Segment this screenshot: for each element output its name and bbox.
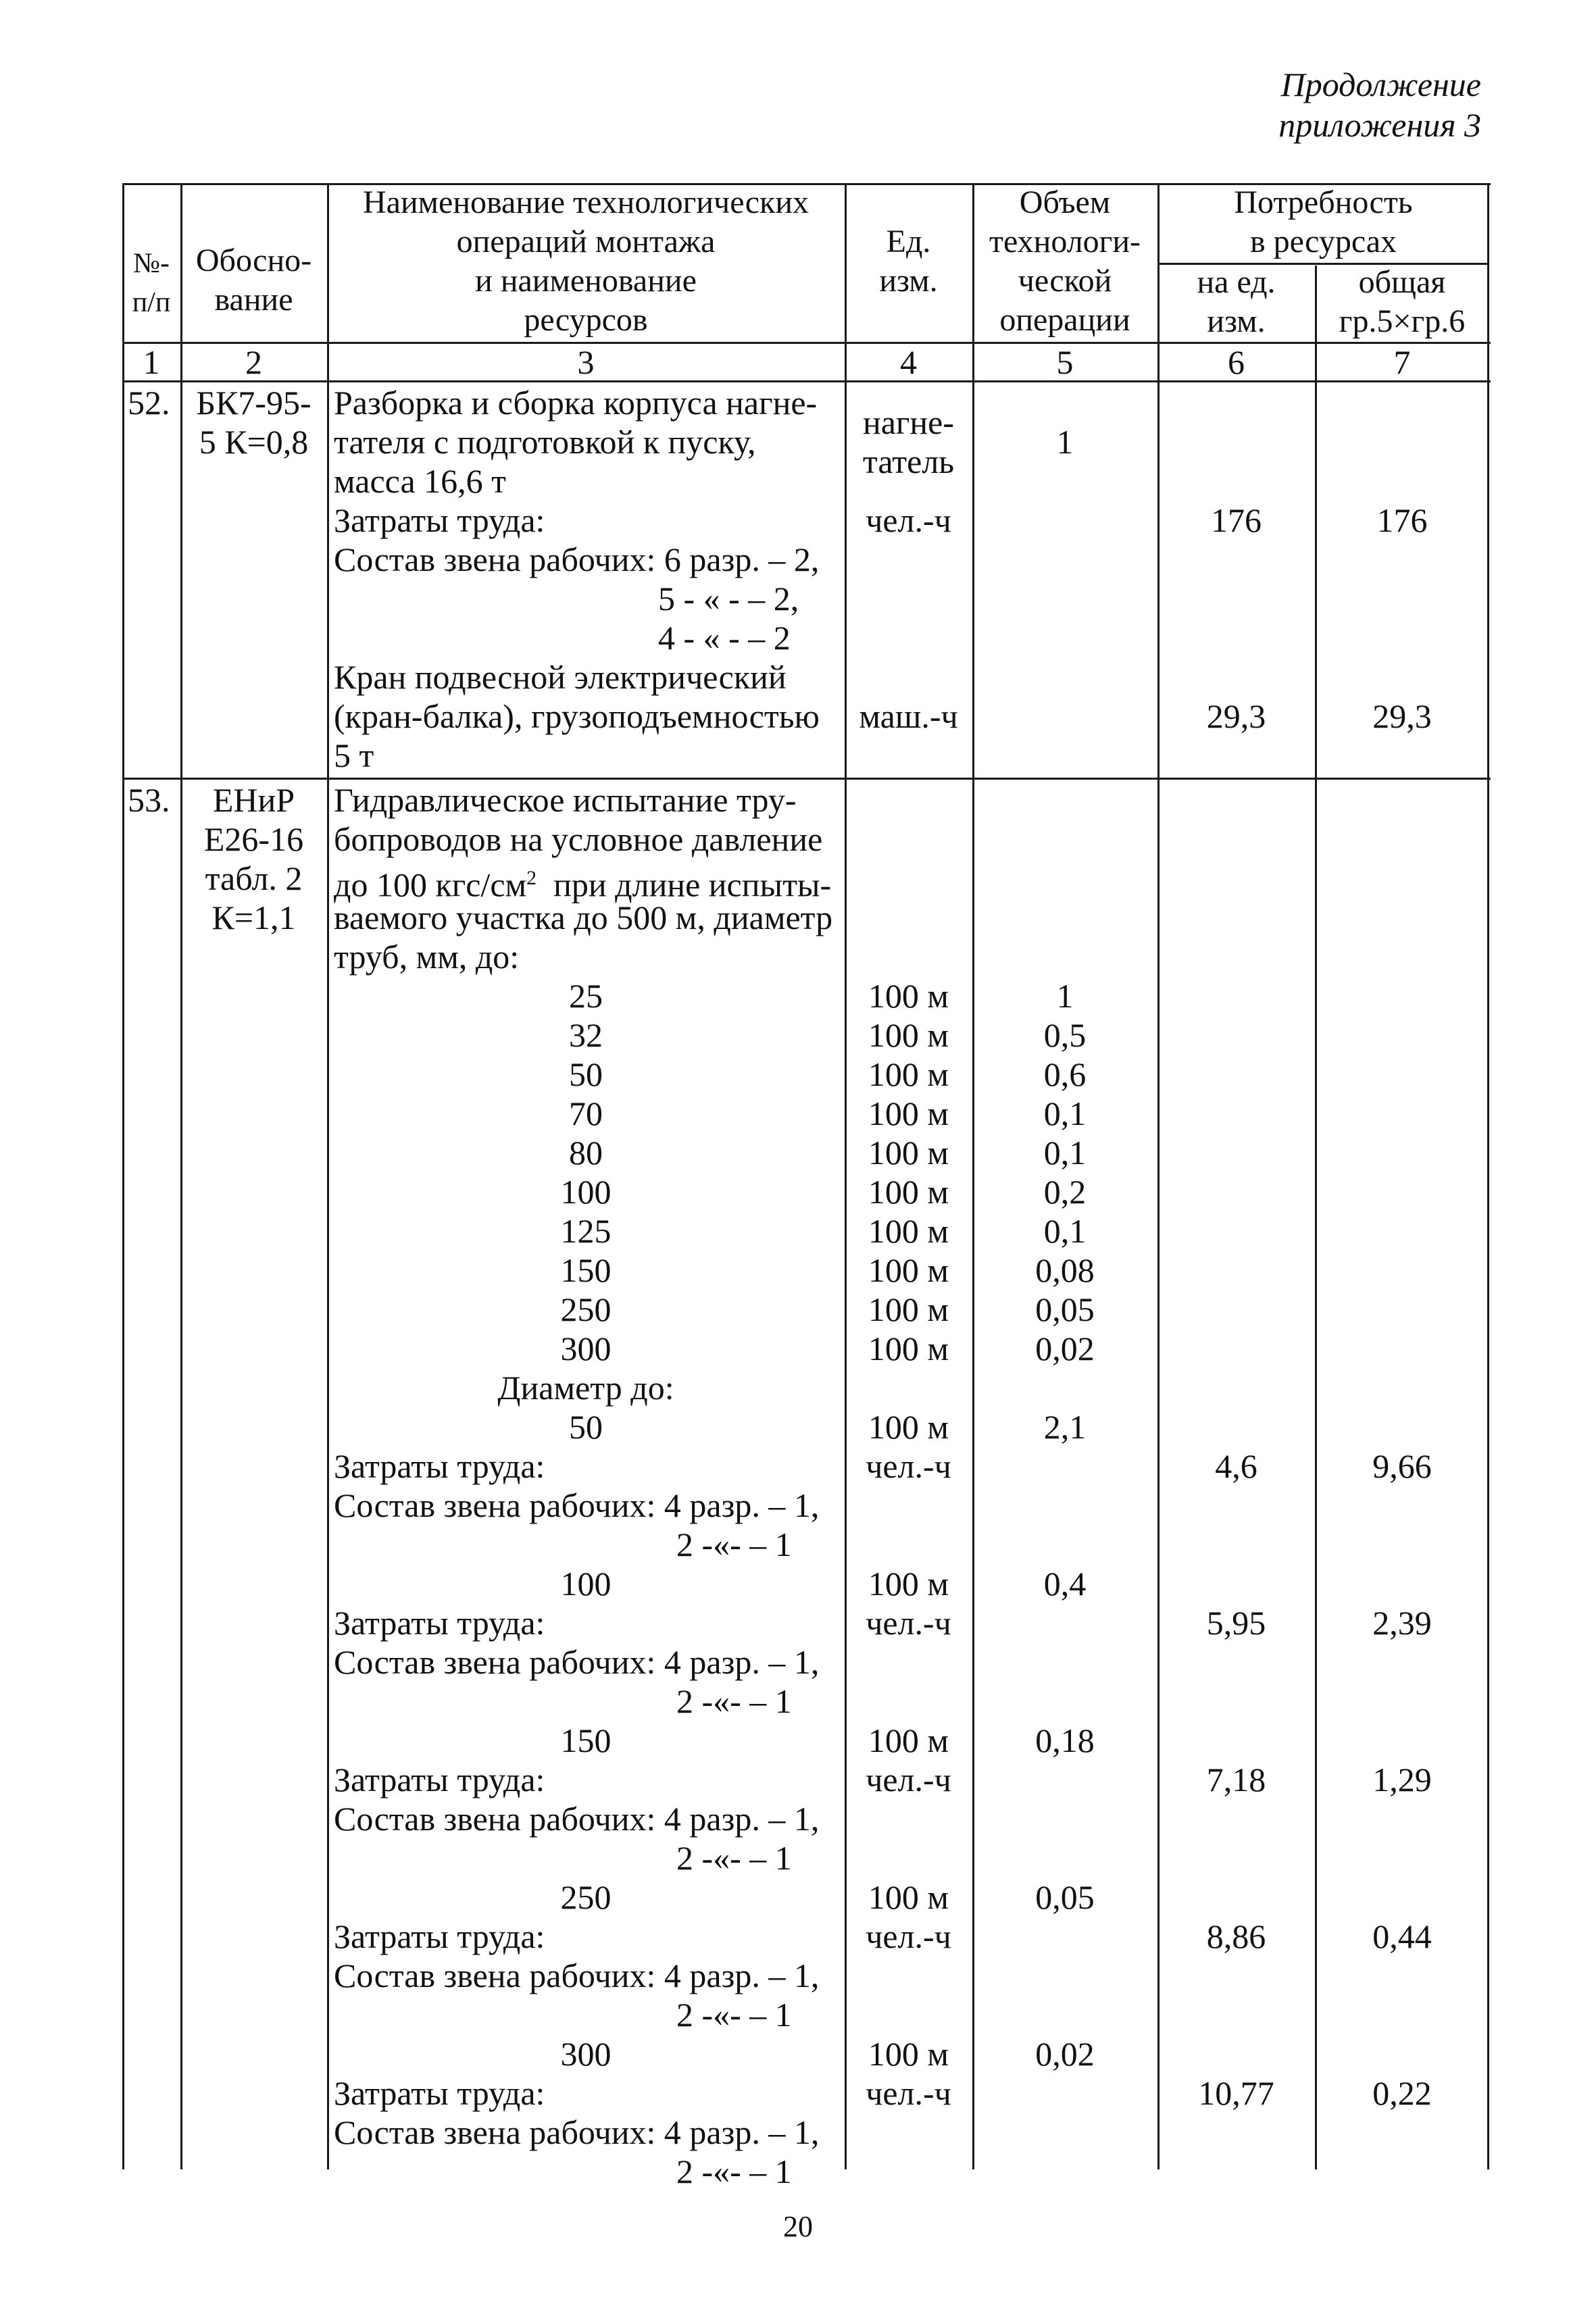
diameter-value: 150 xyxy=(560,1251,612,1289)
header-name-4: ресурсов xyxy=(524,302,648,338)
group-labor-unit: чел.-ч xyxy=(866,1447,951,1485)
group-volume: 0,02 xyxy=(1035,2035,1095,2073)
group-labor-unit: чел.-ч xyxy=(866,1761,951,1799)
diameter-unit: 100 м xyxy=(868,1016,949,1054)
header-name-3: и наименование xyxy=(475,263,697,299)
group-crew-label: Состав звена рабочих: 4 разр. – 1, xyxy=(334,1486,820,1524)
group-diameter: 250 xyxy=(560,1878,612,1916)
diameter-unit: 100 м xyxy=(868,1055,949,1093)
diameter-volume: 0,5 xyxy=(1043,1016,1087,1054)
header-total-1: общая xyxy=(1358,264,1446,300)
header-total-2: гр.5×гр.6 xyxy=(1339,303,1466,339)
diameter-volume: 0,1 xyxy=(1043,1134,1087,1172)
row52-labor-total: 176 xyxy=(1376,501,1428,539)
diameter-value: 300 xyxy=(560,1330,612,1367)
diameter-unit: 100 м xyxy=(868,1212,949,1250)
row52-unit-1: нагне- xyxy=(862,403,955,441)
group-unit: 100 м xyxy=(868,1721,949,1759)
page-number: 20 xyxy=(783,2210,813,2243)
row52-crane-unit: маш.-ч xyxy=(859,697,958,735)
diameter-label: Диаметр до: xyxy=(497,1369,674,1407)
diameter-value: 100 xyxy=(560,1173,612,1211)
header-per-unit-2: изм. xyxy=(1207,303,1266,339)
continuation-line-1: Продолжение xyxy=(1280,66,1481,103)
group-labor-unit: чел.-ч xyxy=(866,2074,951,2112)
group-crew-label: Состав звена рабочих: 4 разр. – 1, xyxy=(334,1957,820,1994)
group-labor-label: Затраты труда: xyxy=(334,1604,545,1642)
header-volume-1: Объем xyxy=(1019,184,1111,220)
row52-unit-2: татель xyxy=(862,443,955,480)
group-labor-label: Затраты труда: xyxy=(334,2074,545,2112)
group-per-unit: 5,95 xyxy=(1206,1604,1266,1642)
header-unit-1: Ед. xyxy=(886,224,931,259)
col-number-2: 2 xyxy=(245,343,262,381)
row52-labor-unit: чел.-ч xyxy=(866,501,951,539)
header-num-2: п/п xyxy=(132,287,171,318)
row53-name-sup: 2 xyxy=(526,867,537,889)
diameter-value: 25 xyxy=(569,977,603,1015)
continuation-line-2: приложения 3 xyxy=(1278,106,1481,144)
group-unit: 100 м xyxy=(868,1878,949,1916)
header-basis-2: вание xyxy=(214,282,293,318)
group-crew-line: 2 -«- – 1 xyxy=(676,1839,792,1877)
row53-name-6: труб, мм, до: xyxy=(334,938,520,976)
row52-labor-label: Затраты труда: xyxy=(334,501,545,539)
col-number-3: 3 xyxy=(577,343,595,381)
diameter-volume: 0,1 xyxy=(1043,1212,1087,1250)
diameter-value: 125 xyxy=(560,1212,612,1250)
row52-volume: 1 xyxy=(1056,423,1074,461)
group-crew-label: Состав звена рабочих: 4 разр. – 1, xyxy=(334,2113,820,2151)
group-crew-line: 2 -«- – 1 xyxy=(676,1526,792,1563)
row52-crew-2: 5 - « - – 2, xyxy=(658,580,799,618)
col-number-7: 7 xyxy=(1393,343,1411,381)
group-per-unit: 10,77 xyxy=(1198,2074,1274,2112)
group-per-unit: 7,18 xyxy=(1206,1761,1266,1799)
row52-name-1: Разборка и сборка корпуса нагне- xyxy=(334,384,818,422)
row53-name-5: ваемого участка до 500 м, диаметр xyxy=(334,899,833,936)
group-labor-unit: чел.-ч xyxy=(866,1604,951,1642)
group-labor-unit: чел.-ч xyxy=(866,1917,951,1955)
group-labor-label: Затраты труда: xyxy=(334,1917,545,1955)
diameter-value: 250 xyxy=(560,1290,612,1328)
group-labor-label: Затраты труда: xyxy=(334,1761,545,1799)
row52-crane-2: (кран-балка), грузоподъемностью xyxy=(334,697,820,735)
group-crew-line: 2 -«- – 1 xyxy=(676,2153,792,2190)
diameter-unit: 100 м xyxy=(868,1330,949,1367)
row52-basis-2: 5 К=0,8 xyxy=(199,423,309,461)
header-resources-2: в ресурсах xyxy=(1249,224,1397,259)
diameter-volume: 0,08 xyxy=(1035,1251,1095,1289)
row52-crane-total: 29,3 xyxy=(1372,697,1432,735)
group-diameter: 300 xyxy=(560,2035,612,2073)
row53-name-1: Гидравлическое испытание тру- xyxy=(334,781,797,819)
group-unit: 100 м xyxy=(868,1408,949,1446)
group-total: 0,44 xyxy=(1372,1917,1432,1955)
diameter-unit: 100 м xyxy=(868,1134,949,1172)
diameter-unit: 100 м xyxy=(868,1173,949,1211)
row52-name-3: масса 16,6 т xyxy=(334,462,507,500)
group-per-unit: 8,86 xyxy=(1206,1917,1266,1955)
group-unit: 100 м xyxy=(868,1565,949,1603)
diameter-value: 50 xyxy=(569,1055,603,1093)
group-crew-line: 2 -«- – 1 xyxy=(676,1682,792,1720)
row52-labor-per-unit: 176 xyxy=(1211,501,1262,539)
diameter-unit: 100 м xyxy=(868,1251,949,1289)
row53-number: 53. xyxy=(128,781,170,819)
header-per-unit-1: на ед. xyxy=(1197,264,1276,300)
header-basis-1: Обосно- xyxy=(195,243,312,278)
group-volume: 0,05 xyxy=(1035,1878,1095,1916)
group-crew-line: 2 -«- – 1 xyxy=(676,1996,792,2034)
diameter-unit: 100 м xyxy=(868,977,949,1015)
row52-crane-per-unit: 29,3 xyxy=(1206,697,1266,735)
diameter-volume: 0,02 xyxy=(1035,1330,1095,1367)
row52-crane-1: Кран подвесной электрический xyxy=(334,658,787,696)
continuation-note xyxy=(1278,64,1481,145)
diameter-volume: 1 xyxy=(1056,977,1074,1015)
group-crew-label: Состав звена рабочих: 4 разр. – 1, xyxy=(334,1800,820,1838)
diameter-volume: 0,6 xyxy=(1043,1055,1087,1093)
diameter-value: 80 xyxy=(569,1134,603,1172)
group-labor-label: Затраты труда: xyxy=(334,1447,545,1485)
row52-number: 52. xyxy=(128,384,170,422)
diameter-value: 32 xyxy=(569,1016,603,1054)
group-total: 2,39 xyxy=(1372,1604,1432,1642)
col-number-6: 6 xyxy=(1228,343,1245,381)
row52-name-2: тателя с подготовкой к пуску, xyxy=(334,423,756,461)
row53-basis-3: табл. 2 xyxy=(205,859,303,897)
group-volume: 2,1 xyxy=(1043,1408,1087,1446)
diameter-volume: 0,1 xyxy=(1043,1095,1087,1132)
group-volume: 0,18 xyxy=(1035,1721,1095,1759)
row53-basis-2: Е26-16 xyxy=(203,820,304,858)
row52-crane-3: 5 т xyxy=(334,736,374,774)
row52-crew-label: Состав звена рабочих: 6 разр. – 2, xyxy=(334,540,820,578)
row53-name-3: до 100 кгс/см xyxy=(334,865,527,904)
group-diameter: 150 xyxy=(560,1721,612,1759)
row52-crew-3: 4 - « - – 2 xyxy=(658,619,791,657)
group-diameter: 100 xyxy=(560,1565,612,1603)
row52-basis-1: БК7-95- xyxy=(196,384,311,422)
diameter-value: 70 xyxy=(569,1095,603,1132)
group-total: 9,66 xyxy=(1372,1447,1432,1485)
row53-basis-4: К=1,1 xyxy=(211,899,296,936)
header-volume-3: ческой xyxy=(1018,263,1112,299)
diameter-volume: 0,2 xyxy=(1043,1173,1087,1211)
group-crew-label: Состав звена рабочих: 4 разр. – 1, xyxy=(334,1643,820,1681)
group-diameter: 50 xyxy=(569,1408,603,1446)
group-total: 1,29 xyxy=(1372,1761,1432,1799)
diameter-unit: 100 м xyxy=(868,1095,949,1132)
group-unit: 100 м xyxy=(868,2035,949,2073)
row53-basis-1: ЕНиР xyxy=(212,781,295,819)
header-resources-1: Потребность xyxy=(1234,184,1413,220)
group-per-unit: 4,6 xyxy=(1215,1447,1257,1485)
group-volume: 0,4 xyxy=(1043,1565,1087,1603)
col-number-5: 5 xyxy=(1056,343,1074,381)
col-number-1: 1 xyxy=(143,343,160,381)
header-name-1: Наименование технологических xyxy=(362,184,809,220)
header-volume-2: технологи- xyxy=(989,224,1141,259)
row53-name-2: бопроводов на условное давление xyxy=(334,820,823,858)
row53-name-4: при длине испыты- xyxy=(553,865,832,904)
header-num-1: №- xyxy=(132,248,170,279)
col-number-4: 4 xyxy=(900,343,917,381)
diameter-unit: 100 м xyxy=(868,1290,949,1328)
group-total: 0,22 xyxy=(1372,2074,1432,2112)
header-volume-4: операции xyxy=(999,302,1130,338)
resource-table xyxy=(122,183,1491,2190)
header-unit-2: изм. xyxy=(879,263,938,299)
diameter-volume: 0,05 xyxy=(1035,1290,1095,1328)
header-name-2: операций монтажа xyxy=(456,224,716,259)
